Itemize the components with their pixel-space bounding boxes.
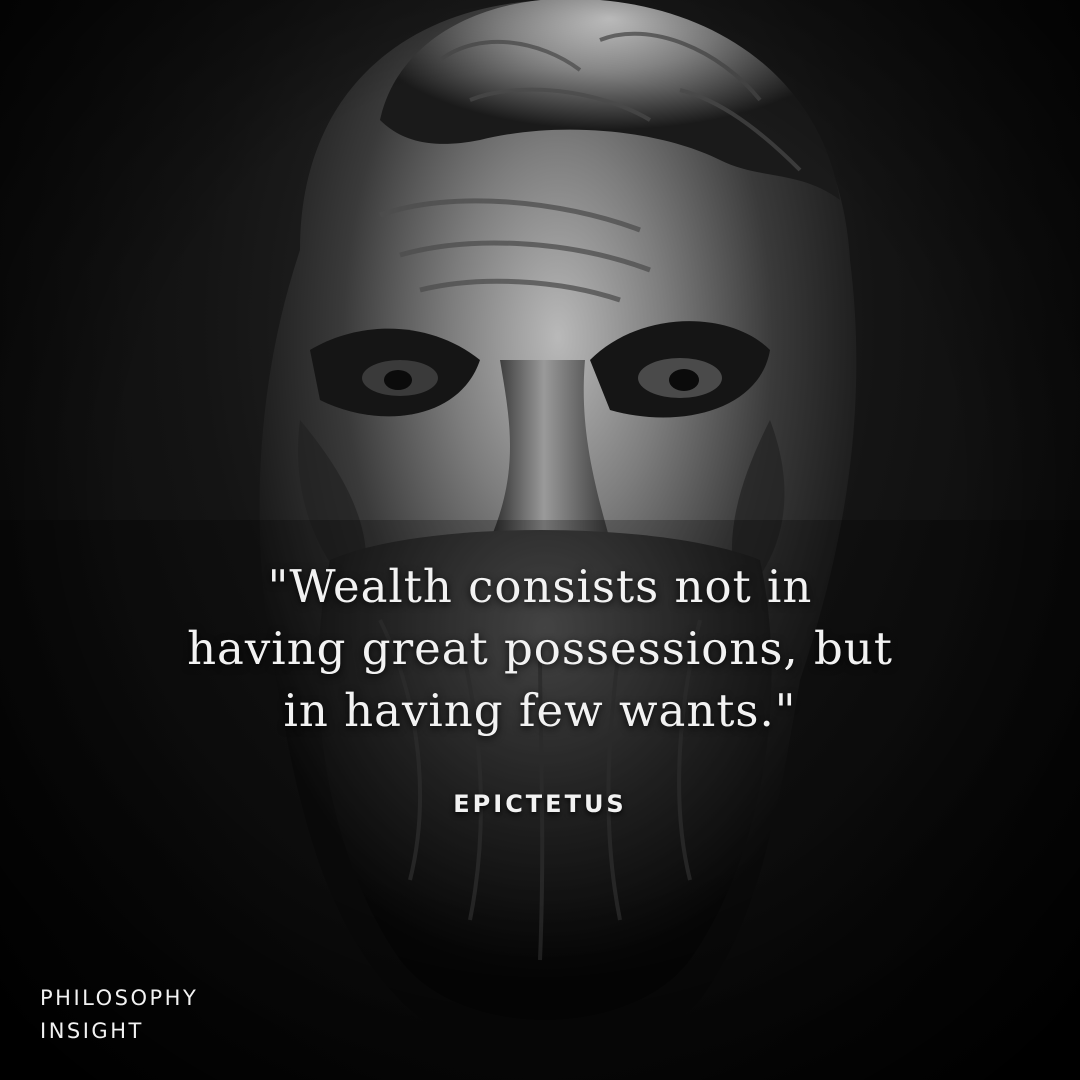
- quote-author: EPICTETUS: [453, 790, 627, 818]
- brand-line-1: PHILOSOPHY: [40, 986, 199, 1010]
- brand-logo-text: [40, 982, 198, 1048]
- quote-text: [90, 556, 990, 742]
- brand-line-2: INSIGHT: [40, 1019, 144, 1043]
- quote-line: "Wealth consists not in: [267, 560, 813, 613]
- quote-line: in having few wants.": [283, 684, 797, 737]
- quote-line: having great possessions, but: [187, 622, 893, 675]
